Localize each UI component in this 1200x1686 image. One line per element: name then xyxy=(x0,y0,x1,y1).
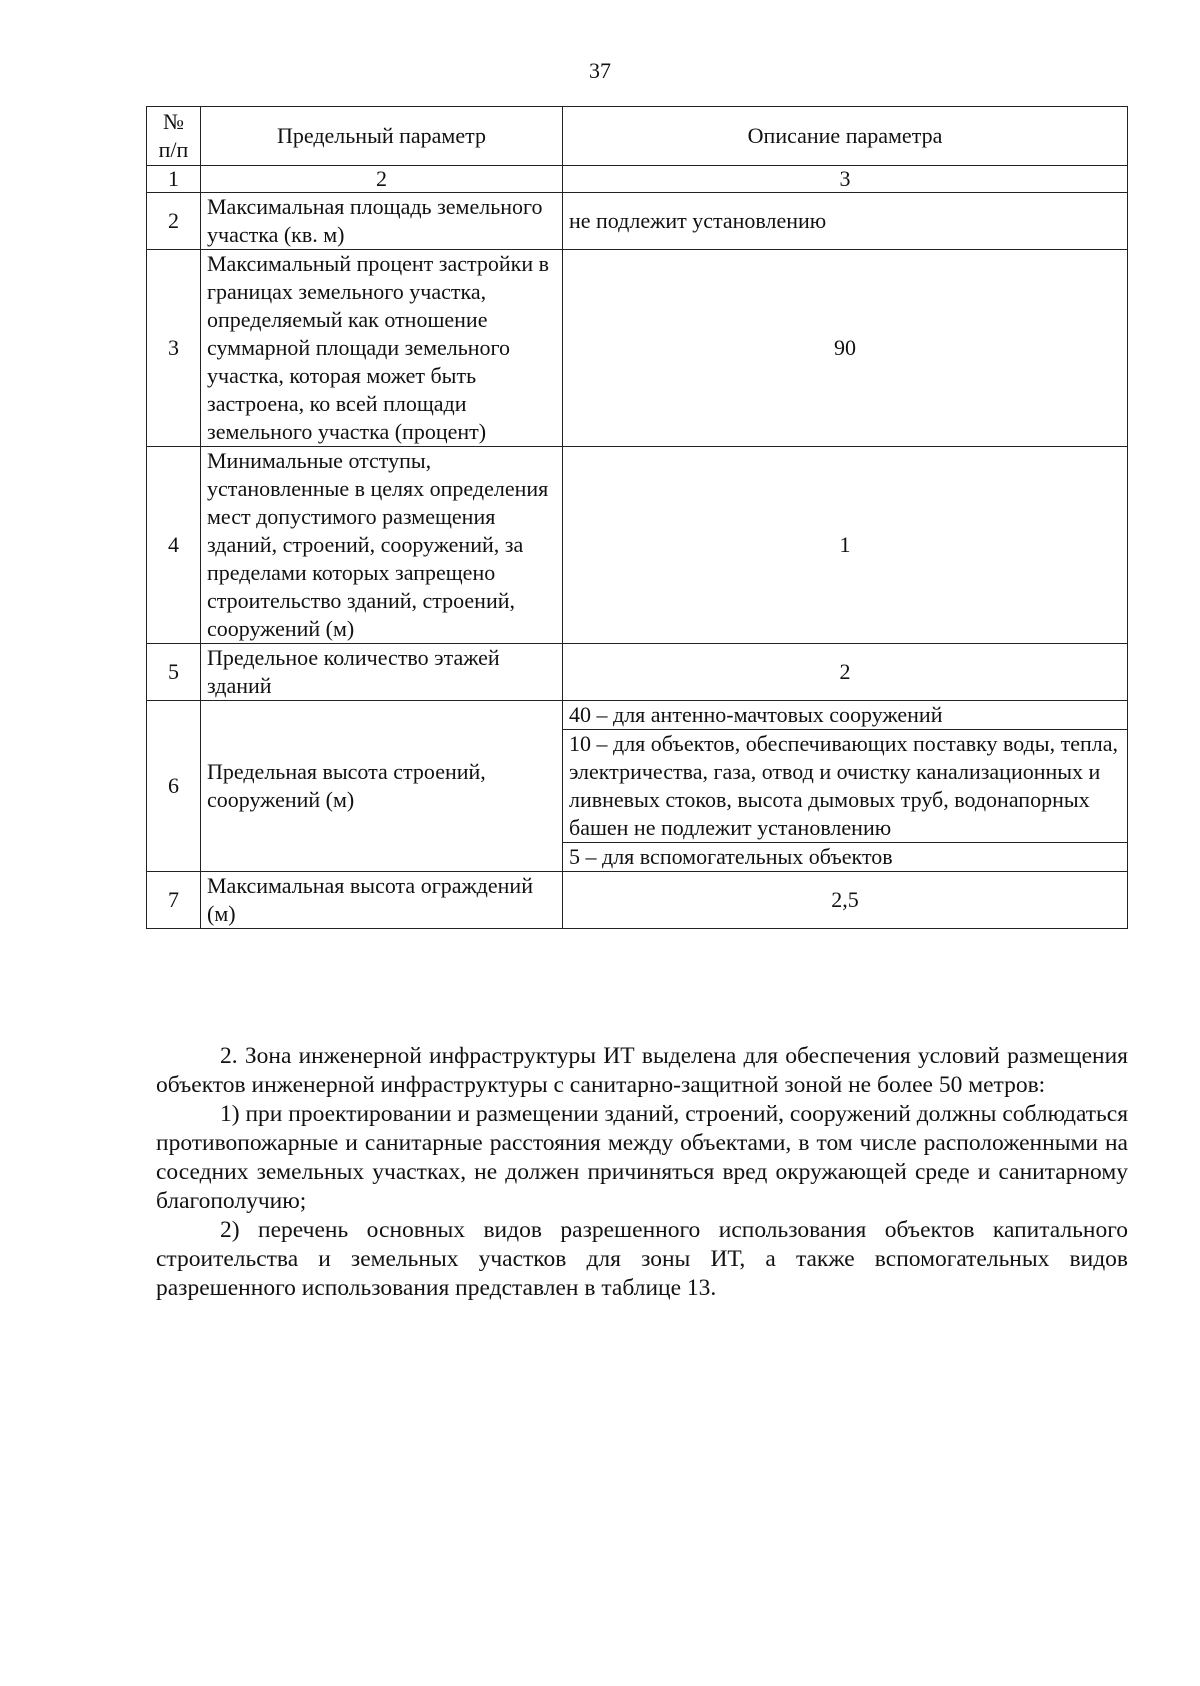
header-parameter: Предельный параметр xyxy=(201,107,563,166)
row-number: 6 xyxy=(147,701,201,872)
row-description-part: 5 – для вспомогательных объектов xyxy=(563,843,1128,872)
table-header-row xyxy=(147,107,1128,166)
row-number: 7 xyxy=(147,872,201,929)
row-number: 2 xyxy=(147,193,201,250)
row-parameter: Максимальная площадь земельного участка (кв. м) xyxy=(201,193,563,250)
row-parameter: Предельное количество этажей зданий xyxy=(201,644,563,701)
table-row xyxy=(147,250,1128,447)
row-parameter: Максимальный процент застройки в границах земельного участка, определяемый как отношение суммарной площади земельного участка, которая может быть застроена, ко всей площади земельного участка (процент) xyxy=(201,250,563,447)
row-parameter: Максимальная высота ограждений (м) xyxy=(201,872,563,929)
page-number: 37 xyxy=(589,58,611,83)
row-number: 5 xyxy=(147,644,201,701)
paragraph: 2) перечень основных видов разрешенного использования объектов капитального строительства и земельных участков для зоны ИТ, а также вспомогательных видов разрешенного использования представлен в таблице 13. xyxy=(156,1217,1128,1301)
header-description: Описание параметра xyxy=(563,107,1128,166)
row-description: 1 xyxy=(563,447,1128,644)
numbering-cell: 1 xyxy=(147,166,201,193)
row-description: 2 xyxy=(563,644,1128,701)
table-row xyxy=(147,447,1128,644)
row-description: не подлежит установлению xyxy=(563,193,1128,250)
row-number: 3 xyxy=(147,250,201,447)
numbering-cell: 3 xyxy=(563,166,1128,193)
numbering-cell: 2 xyxy=(201,166,563,193)
row-number: 4 xyxy=(147,447,201,644)
row-parameter: Минимальные отступы, установленные в целях определения мест допустимого размещения зданий, строений, сооружений, за пределами которых запрещено строительство зданий, строений, сооружений (м) xyxy=(201,447,563,644)
table-row xyxy=(147,701,1128,730)
row-parameter: Предельная высота строений, сооружений (м) xyxy=(201,701,563,872)
parameters-table xyxy=(146,106,1128,929)
row-description: 2,5 xyxy=(563,872,1128,929)
paragraph: 2. Зона инженерной инфраструктуры ИТ выделена для обеспечения условий размещения объектов инженерной инфраструктуры с санитарно-защитной зоной не более 50 метров: xyxy=(156,1043,1128,1098)
paragraph: 1) при проектировании и размещении зданий, строений, сооружений должны соблюдаться противопожарные и санитарные расстояния между объектами, в том числе расположенными на соседних земельных участках, не должен причиняться вред окружающей среде и санитарному благополучию; xyxy=(156,1101,1128,1214)
table-row xyxy=(147,193,1128,250)
row-description-part: 10 – для объектов, обеспечивающих поставку воды, тепла, электричества, газа, отвод и очистку канализационных и ливневых стоков, высота дымовых труб, водонапорных башен не подлежит установлению xyxy=(563,730,1128,843)
table-row xyxy=(147,644,1128,701)
header-number: № п/п xyxy=(147,107,201,166)
body-text xyxy=(156,1042,1128,1303)
row-description-part: 40 – для антенно-мачтовых сооружений xyxy=(563,701,1128,730)
table-row xyxy=(147,872,1128,929)
table-numbering-row xyxy=(147,166,1128,193)
row-description: 90 xyxy=(563,250,1128,447)
